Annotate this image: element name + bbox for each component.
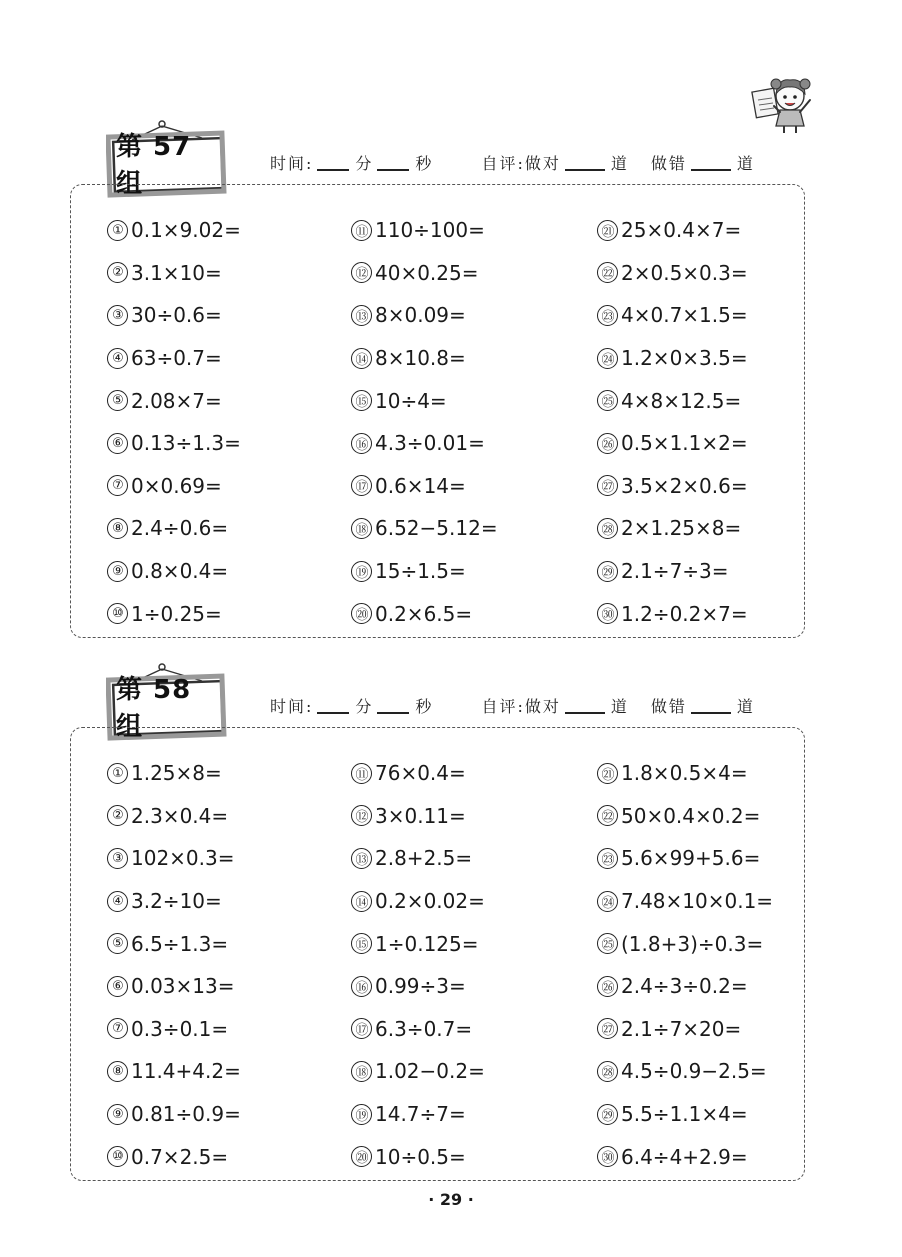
problem-expression: 3.1×10= (131, 260, 222, 285)
problem-item (107, 507, 241, 550)
problem-expression: 2×1.25×8= (621, 516, 742, 541)
self-eval-correct-label: 自评:做对 (481, 154, 561, 173)
problem-expression: 0.03×13= (131, 974, 235, 999)
problem-expression: 2.1÷7×20= (621, 1016, 742, 1041)
problem-expression: (1.8+3)÷0.3= (621, 931, 764, 956)
problem-item (597, 1008, 773, 1051)
problem-number: ⑯ (351, 433, 372, 454)
problem-item (597, 209, 748, 252)
time-label: 时间: (270, 154, 314, 173)
problem-item (107, 795, 241, 838)
problem-number: ㉚ (597, 1146, 618, 1167)
problem-number: ⑲ (351, 1104, 372, 1125)
wrong-unit-label: 道 (736, 697, 755, 716)
problem-number: ⑤ (107, 933, 128, 954)
problem-expression: 6.3÷0.7= (375, 1016, 473, 1041)
problem-number: ④ (107, 348, 128, 369)
problem-item (597, 880, 773, 923)
problem-item (351, 209, 498, 252)
problem-expression: 1.2×0×3.5= (621, 346, 748, 371)
problem-expression: 4×8×12.5= (621, 388, 742, 413)
time-label: 时间: (270, 697, 314, 716)
problem-expression: 0.3÷0.1= (131, 1016, 229, 1041)
problem-number: ⑩ (107, 1146, 128, 1167)
minutes-label: 分 (355, 697, 374, 716)
problem-number: ⑳ (351, 1146, 372, 1167)
problem-number: ⑦ (107, 475, 128, 496)
problem-item (107, 465, 241, 508)
problem-item (107, 422, 241, 465)
problem-expression: 2×0.5×0.3= (621, 260, 748, 285)
minutes-blank[interactable] (317, 155, 349, 171)
problem-item (351, 1008, 485, 1051)
problem-item (351, 752, 485, 795)
problem-item (597, 379, 748, 422)
problem-column (351, 209, 498, 635)
minutes-label: 分 (355, 154, 374, 173)
problem-item (597, 965, 773, 1008)
problem-column (597, 209, 748, 635)
problem-number: ⑱ (351, 518, 372, 539)
problem-number: ⑦ (107, 1018, 128, 1039)
problem-number: ③ (107, 848, 128, 869)
problem-number: ② (107, 805, 128, 826)
problem-number: ㉔ (597, 348, 618, 369)
problem-expression: 25×0.4×7= (621, 218, 742, 243)
problem-number: ⑧ (107, 518, 128, 539)
problem-item (351, 795, 485, 838)
problem-expression: 1.02−0.2= (375, 1059, 485, 1084)
problem-item (597, 1135, 773, 1178)
problem-expression: 2.8+2.5= (375, 846, 473, 871)
problem-item (107, 880, 241, 923)
problem-number: ④ (107, 891, 128, 912)
problem-column (107, 209, 241, 635)
problem-column (597, 752, 773, 1178)
wrong-count-blank[interactable] (691, 155, 731, 171)
problem-item (351, 465, 498, 508)
problem-item (351, 1050, 485, 1093)
problem-number: ③ (107, 305, 128, 326)
problem-expression: 110÷100= (375, 218, 485, 243)
problem-expression: 6.4÷4+2.9= (621, 1144, 748, 1169)
problem-expression: 8×0.09= (375, 303, 466, 328)
problem-expression: 3.2÷10= (131, 889, 222, 914)
problem-number: ㉔ (597, 891, 618, 912)
problem-expression: 30÷0.6= (131, 303, 222, 328)
problem-item (351, 592, 498, 635)
correct-count-blank[interactable] (565, 698, 605, 714)
problem-item (107, 965, 241, 1008)
problem-expression: 4.5÷0.9−2.5= (621, 1059, 767, 1084)
problem-number: ㉒ (597, 805, 618, 826)
problem-number: ⑰ (351, 1018, 372, 1039)
problem-number: ⑨ (107, 561, 128, 582)
seconds-label: 秒 (415, 154, 434, 173)
problem-item (597, 337, 748, 380)
problem-item (351, 337, 498, 380)
problem-column (351, 752, 485, 1178)
problem-expression: 1.2÷0.2×7= (621, 601, 748, 626)
problem-expression: 0.2×0.02= (375, 889, 485, 914)
problem-number: ㉖ (597, 433, 618, 454)
problem-expression: 4.3÷0.01= (375, 431, 485, 456)
problem-number: ⑯ (351, 976, 372, 997)
problem-expression: 40×0.25= (375, 260, 479, 285)
problem-expression: 1.8×0.5×4= (621, 761, 748, 786)
problem-item (597, 752, 773, 795)
problem-number: ㉓ (597, 305, 618, 326)
problem-item (107, 379, 241, 422)
problem-expression: 2.4÷0.6= (131, 516, 229, 541)
seconds-blank[interactable] (377, 155, 409, 171)
problem-expression: 0.8×0.4= (131, 559, 229, 584)
timing-and-self-evaluation (270, 693, 755, 717)
problem-expression: 5.5÷1.1×4= (621, 1102, 748, 1127)
problem-item (107, 209, 241, 252)
problem-expression: 76×0.4= (375, 761, 466, 786)
problem-number: ⑬ (351, 305, 372, 326)
problem-item (597, 294, 748, 337)
problem-expression: 3×0.11= (375, 803, 466, 828)
problem-item (107, 1093, 241, 1136)
problem-number: ⑳ (351, 603, 372, 624)
group-title: 第 58 组 (116, 675, 192, 742)
problem-item (107, 294, 241, 337)
problem-number: ⑭ (351, 891, 372, 912)
problem-item (351, 1135, 485, 1178)
problem-expression: 8×10.8= (375, 346, 466, 371)
problem-item (351, 922, 485, 965)
problem-number: ⑥ (107, 433, 128, 454)
problem-expression: 6.52−5.12= (375, 516, 498, 541)
problem-item (597, 922, 773, 965)
problem-number: ⑪ (351, 763, 372, 784)
problem-number: ㉘ (597, 1061, 618, 1082)
problem-item (597, 550, 748, 593)
group-title: 第 57 组 (116, 132, 192, 199)
correct-unit-label: 道 (610, 154, 629, 173)
problem-number: ⑪ (351, 220, 372, 241)
problem-item (351, 550, 498, 593)
problem-number: ⑩ (107, 603, 128, 624)
problem-expression: 0.5×1.1×2= (621, 431, 748, 456)
problem-number: ⑥ (107, 976, 128, 997)
problem-number: ⑨ (107, 1104, 128, 1125)
problem-expression: 10÷4= (375, 388, 447, 413)
problem-number: ㉓ (597, 848, 618, 869)
problem-expression: 3.5×2×0.6= (621, 473, 748, 498)
problem-number: ① (107, 763, 128, 784)
problem-number: ⑫ (351, 805, 372, 826)
problem-item (351, 965, 485, 1008)
problems-box (70, 184, 805, 638)
problem-expression: 0×0.69= (131, 473, 222, 498)
problems-box (70, 727, 805, 1181)
problem-item (351, 422, 498, 465)
problem-number: ㉕ (597, 390, 618, 411)
correct-count-blank[interactable] (565, 155, 605, 171)
seconds-label: 秒 (415, 697, 434, 716)
problem-number: ㉙ (597, 561, 618, 582)
problem-number: ㉗ (597, 1018, 618, 1039)
problem-expression: 0.81÷0.9= (131, 1102, 241, 1127)
problem-item (351, 837, 485, 880)
problem-item (597, 1050, 773, 1093)
problem-expression: 1.25×8= (131, 761, 222, 786)
problem-item (107, 550, 241, 593)
self-eval-correct-label: 自评:做对 (481, 697, 561, 716)
wrong-label: 做错 (650, 154, 687, 173)
problem-item (597, 795, 773, 838)
problem-number: ㉒ (597, 262, 618, 283)
problem-number: ㉖ (597, 976, 618, 997)
problem-item (351, 507, 498, 550)
problem-item (107, 837, 241, 880)
problem-number: ⑱ (351, 1061, 372, 1082)
problem-expression: 0.6×14= (375, 473, 466, 498)
problem-number: ㉕ (597, 933, 618, 954)
problem-item (597, 1093, 773, 1136)
problem-number: ⑭ (351, 348, 372, 369)
problem-item (107, 752, 241, 795)
minutes-blank[interactable] (317, 698, 349, 714)
problem-number: ⑤ (107, 390, 128, 411)
problem-expression: 4×0.7×1.5= (621, 303, 748, 328)
problem-number: ㉘ (597, 518, 618, 539)
problem-expression: 2.08×7= (131, 388, 222, 413)
problem-expression: 0.1×9.02= (131, 218, 241, 243)
problem-number: ① (107, 220, 128, 241)
problem-item (351, 294, 498, 337)
problem-item (351, 379, 498, 422)
problem-number: ② (107, 262, 128, 283)
problem-item (351, 1093, 485, 1136)
problem-number: ⑰ (351, 475, 372, 496)
problem-item (597, 592, 748, 635)
problem-expression: 11.4+4.2= (131, 1059, 241, 1084)
problem-expression: 1÷0.125= (375, 931, 479, 956)
problem-number: ㉑ (597, 763, 618, 784)
problem-expression: 14.7÷7= (375, 1102, 466, 1127)
problem-expression: 50×0.4×0.2= (621, 803, 761, 828)
problem-expression: 7.48×10×0.1= (621, 889, 774, 914)
wrong-unit-label: 道 (736, 154, 755, 173)
girl-with-score-sheet-illustration (748, 70, 820, 136)
problem-expression: 0.2×6.5= (375, 601, 473, 626)
problem-item (107, 592, 241, 635)
problem-number: ⑬ (351, 848, 372, 869)
page-number: · 29 · (428, 1190, 474, 1209)
problem-number: ㉙ (597, 1104, 618, 1125)
wrong-count-blank[interactable] (691, 698, 731, 714)
problem-number: ⑫ (351, 262, 372, 283)
problem-item (107, 1008, 241, 1051)
problem-expression: 63÷0.7= (131, 346, 222, 371)
problem-number: ⑲ (351, 561, 372, 582)
problem-expression: 6.5÷1.3= (131, 931, 229, 956)
problem-expression: 2.4÷3÷0.2= (621, 974, 748, 999)
problem-expression: 1÷0.25= (131, 601, 222, 626)
problem-number: ⑮ (351, 390, 372, 411)
problem-column (107, 752, 241, 1178)
problem-item (597, 252, 748, 295)
problem-number: ㉚ (597, 603, 618, 624)
problem-item (107, 1050, 241, 1093)
problem-number: ⑮ (351, 933, 372, 954)
problem-expression: 2.3×0.4= (131, 803, 229, 828)
problem-expression: 2.1÷7÷3= (621, 559, 729, 584)
problem-expression: 10÷0.5= (375, 1144, 466, 1169)
problem-expression: 0.13÷1.3= (131, 431, 241, 456)
problem-item (597, 507, 748, 550)
problem-number: ⑧ (107, 1061, 128, 1082)
problem-expression: 5.6×99+5.6= (621, 846, 761, 871)
problem-expression: 0.99÷3= (375, 974, 466, 999)
problem-item (107, 1135, 241, 1178)
problem-item (597, 837, 773, 880)
wrong-label: 做错 (650, 697, 687, 716)
seconds-blank[interactable] (377, 698, 409, 714)
problem-expression: 102×0.3= (131, 846, 235, 871)
problem-item (597, 465, 748, 508)
problem-expression: 0.7×2.5= (131, 1144, 229, 1169)
problem-item (351, 252, 498, 295)
problem-item (107, 252, 241, 295)
problem-number: ㉗ (597, 475, 618, 496)
problem-item (351, 880, 485, 923)
problem-expression: 15÷1.5= (375, 559, 466, 584)
problem-item (107, 337, 241, 380)
problem-item (597, 422, 748, 465)
correct-unit-label: 道 (610, 697, 629, 716)
timing-and-self-evaluation (270, 150, 755, 174)
problem-number: ㉑ (597, 220, 618, 241)
problem-item (107, 922, 241, 965)
